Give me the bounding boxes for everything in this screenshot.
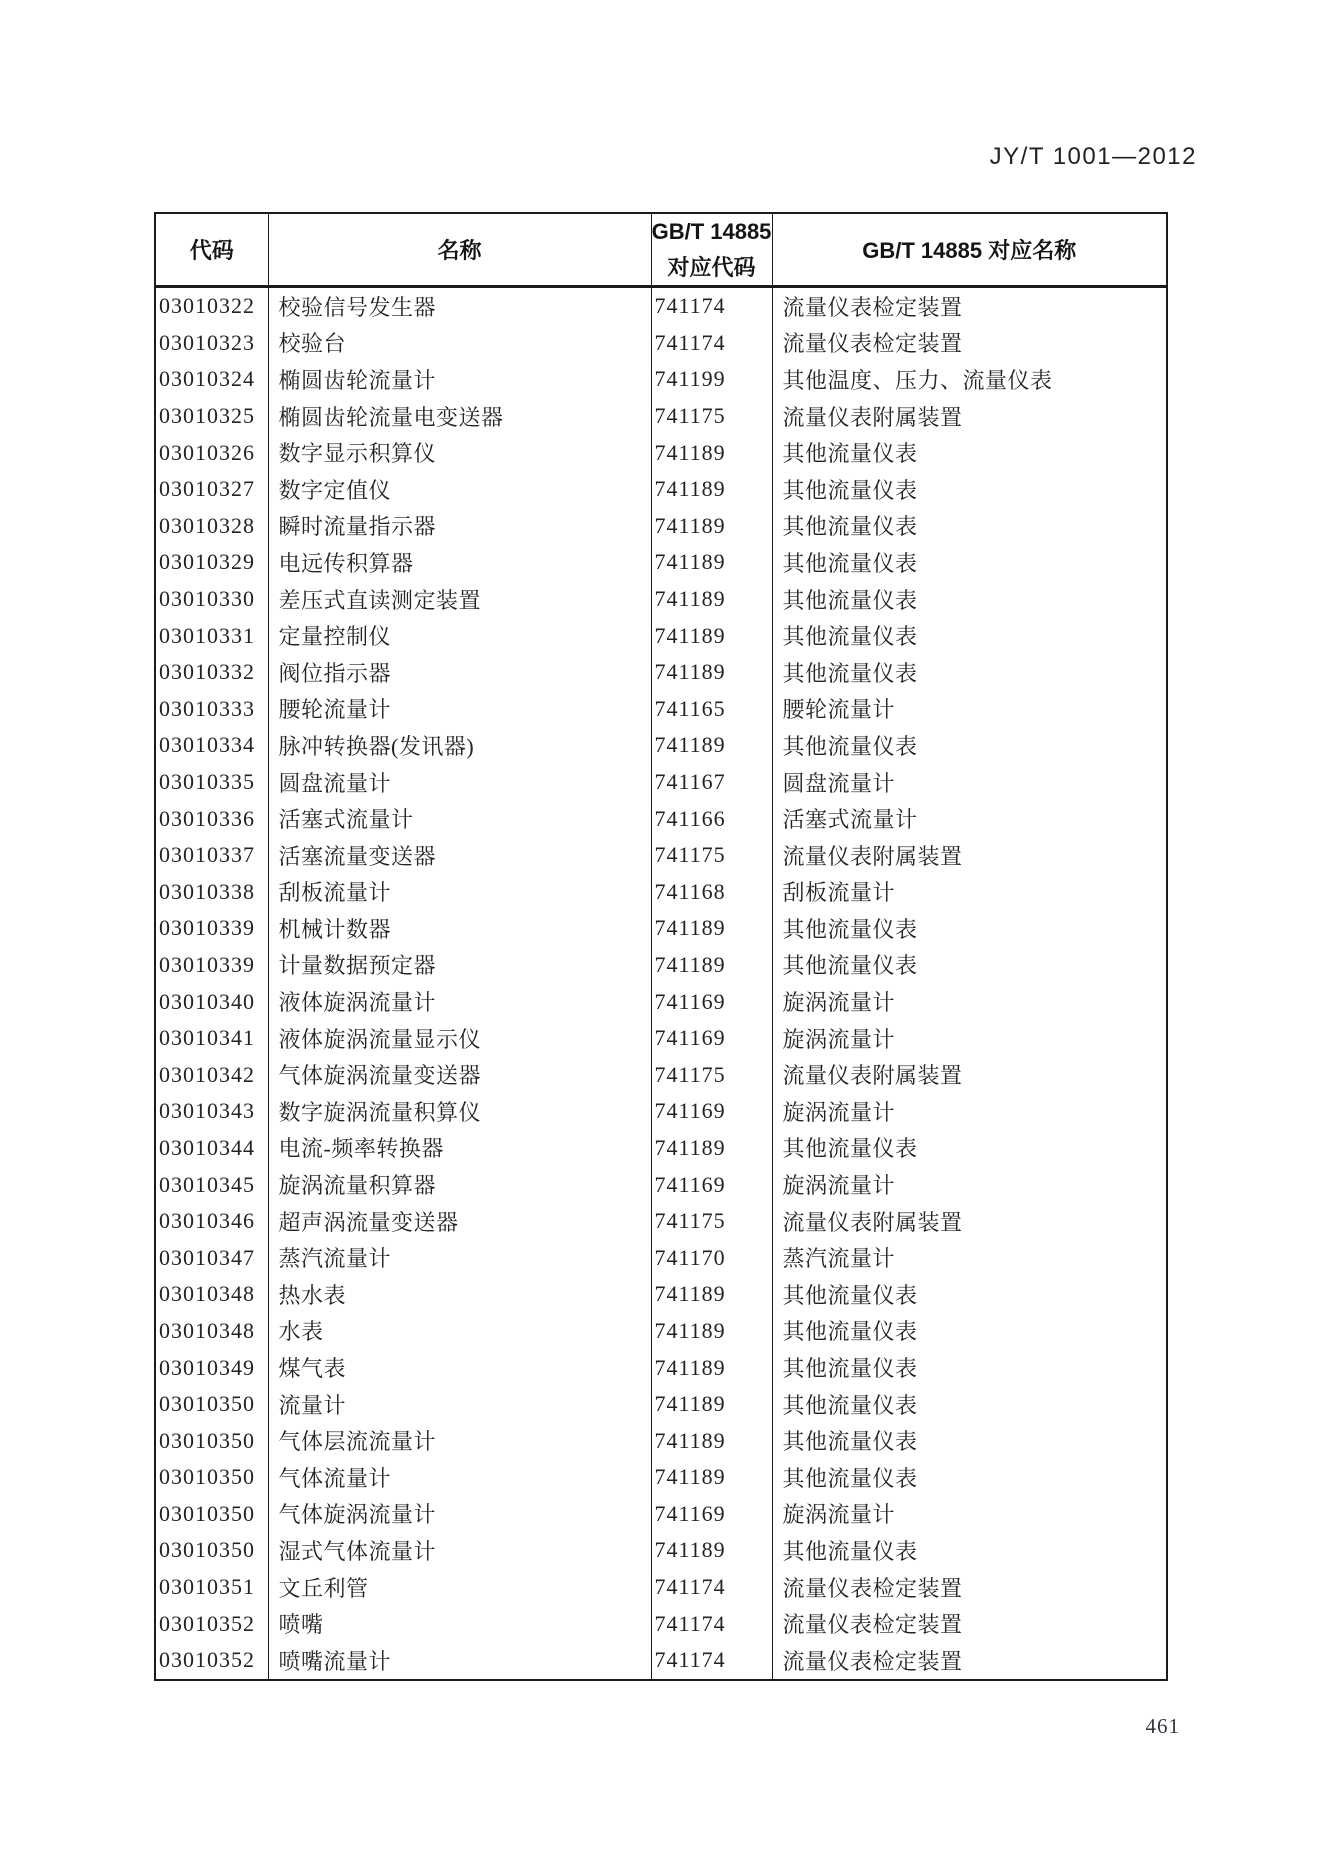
gbt-code-cell: 741189 (651, 1459, 772, 1496)
code-cell: 03010326 (159, 439, 255, 465)
table-row (155, 1386, 1167, 1423)
code-cell: 03010336 (159, 805, 255, 831)
gbt-code-cell: 741169 (651, 983, 772, 1020)
name-cell: 流量计 (268, 1386, 651, 1423)
gbt-name-cell: 流量仪表附属装置 (772, 398, 1167, 435)
code-cell: 03010350 (159, 1427, 255, 1453)
gbt-name-cell: 其他流量仪表 (772, 1422, 1167, 1459)
gbt-code-cell: 741168 (651, 874, 772, 911)
gbt-code-cell: 741199 (651, 361, 772, 398)
gbt-code-cell: 741174 (651, 287, 772, 325)
gbt-name-cell: 其他温度、压力、流量仪表 (772, 361, 1167, 398)
header-gbt-code-lines (652, 214, 772, 284)
table-row (155, 398, 1167, 435)
name-cell: 数字旋涡流量积算仪 (268, 1093, 651, 1130)
gbt-name-cell: 其他流量仪表 (772, 1532, 1167, 1569)
gbt-code-cell: 741189 (651, 1130, 772, 1167)
gbt-code-cell: 741189 (651, 1276, 772, 1313)
table-row (155, 287, 1167, 325)
table-row (155, 1459, 1167, 1496)
name-cell: 喷嘴流量计 (268, 1642, 651, 1680)
code-cell: 03010340 (159, 988, 255, 1014)
gbt-name-cell: 圆盘流量计 (772, 764, 1167, 801)
gbt-code-cell: 741189 (651, 654, 772, 691)
name-cell: 脉冲转换器(发讯器) (268, 727, 651, 764)
code-cell: 03010332 (159, 659, 255, 685)
gbt-name-cell: 其他流量仪表 (772, 947, 1167, 984)
name-cell: 机械计数器 (268, 910, 651, 947)
name-cell: 椭圆齿轮流量计 (268, 361, 651, 398)
gbt-name-cell: 其他流量仪表 (772, 617, 1167, 654)
code-cell: 03010330 (159, 586, 255, 612)
table-row (155, 617, 1167, 654)
gbt-name-cell: 其他流量仪表 (772, 1386, 1167, 1423)
code-cell: 03010333 (159, 695, 255, 721)
name-cell: 腰轮流量计 (268, 691, 651, 728)
name-cell: 圆盘流量计 (268, 764, 651, 801)
table-row (155, 727, 1167, 764)
gbt-name-cell: 活塞式流量计 (772, 800, 1167, 837)
table-row (155, 654, 1167, 691)
gbt-name-cell: 流量仪表附属装置 (772, 837, 1167, 874)
header-gbt-code (651, 213, 772, 287)
code-cell: 03010343 (159, 1098, 255, 1124)
code-cell: 03010339 (159, 915, 255, 941)
table-row (155, 1642, 1167, 1680)
table-header (155, 213, 1167, 287)
gbt-name-cell: 旋涡流量计 (772, 983, 1167, 1020)
gbt-name-cell: 其他流量仪表 (772, 1313, 1167, 1350)
table-row (155, 1349, 1167, 1386)
name-cell: 电远传积算器 (268, 544, 651, 581)
name-cell: 气体层流流量计 (268, 1422, 651, 1459)
code-cell: 03010350 (159, 1537, 255, 1563)
code-cell: 03010350 (159, 1464, 255, 1490)
code-cell: 03010347 (159, 1244, 255, 1270)
gbt-code-cell: 741167 (651, 764, 772, 801)
table-row (155, 1166, 1167, 1203)
table-row (155, 837, 1167, 874)
name-cell: 数字定值仪 (268, 471, 651, 508)
gbt-name-cell: 其他流量仪表 (772, 471, 1167, 508)
gbt-code-cell: 741174 (651, 1642, 772, 1680)
gbt-name-cell: 蒸汽流量计 (772, 1239, 1167, 1276)
gbt-code-cell: 741189 (651, 1386, 772, 1423)
gbt-name-cell: 其他流量仪表 (772, 727, 1167, 764)
gbt-code-cell: 741189 (651, 617, 772, 654)
name-cell: 刮板流量计 (268, 874, 651, 911)
gbt-code-cell: 741175 (651, 1203, 772, 1240)
table-row (155, 1569, 1167, 1606)
name-cell: 计量数据预定器 (268, 947, 651, 984)
table-row (155, 471, 1167, 508)
code-cell: 03010348 (159, 1281, 255, 1307)
gbt-name-cell: 其他流量仪表 (772, 1130, 1167, 1167)
code-cell: 03010352 (159, 1647, 255, 1673)
code-cell: 03010350 (159, 1391, 255, 1417)
gbt-name-cell: 流量仪表检定装置 (772, 287, 1167, 325)
code-cell: 03010339 (159, 951, 255, 977)
header-gbt-code-line1: GB/T 14885 (651, 219, 772, 245)
gbt-code-cell: 741174 (651, 1569, 772, 1606)
gbt-name-cell: 其他流量仪表 (772, 910, 1167, 947)
gbt-code-cell: 741169 (651, 1020, 772, 1057)
table-row (155, 947, 1167, 984)
code-cell: 03010350 (159, 1500, 255, 1526)
gbt-name-cell: 流量仪表附属装置 (772, 1203, 1167, 1240)
table-body (155, 287, 1167, 1680)
gbt-code-cell: 741189 (651, 1313, 772, 1350)
gbt-name-cell: 流量仪表检定装置 (772, 1569, 1167, 1606)
code-cell: 03010322 (159, 293, 255, 319)
table-row (155, 691, 1167, 728)
gbt-code-cell: 741175 (651, 398, 772, 435)
gbt-name-cell: 流量仪表附属装置 (772, 1056, 1167, 1093)
gbt-code-cell: 741170 (651, 1239, 772, 1276)
code-cell: 03010329 (159, 549, 255, 575)
gbt-code-cell: 741189 (651, 581, 772, 618)
table-row (155, 1276, 1167, 1313)
table-row (155, 1532, 1167, 1569)
gbt-name-cell: 其他流量仪表 (772, 508, 1167, 545)
table-row (155, 1203, 1167, 1240)
name-cell: 超声涡流量变送器 (268, 1203, 651, 1240)
gbt-code-cell: 741189 (651, 1349, 772, 1386)
code-cell: 03010342 (159, 1061, 255, 1087)
table-row (155, 1239, 1167, 1276)
name-cell: 电流-频率转换器 (268, 1130, 651, 1167)
code-cell: 03010352 (159, 1610, 255, 1636)
table-row (155, 508, 1167, 545)
gbt-code-cell: 741189 (651, 1422, 772, 1459)
gbt-code-cell: 741189 (651, 947, 772, 984)
code-cell: 03010323 (159, 329, 255, 355)
code-cell: 03010348 (159, 1317, 255, 1343)
code-cell: 03010325 (159, 403, 255, 429)
gbt-name-cell: 流量仪表检定装置 (772, 1642, 1167, 1680)
code-cell: 03010338 (159, 878, 255, 904)
gbt-code-cell: 741189 (651, 544, 772, 581)
code-cell: 03010324 (159, 366, 255, 392)
name-cell: 瞬时流量指示器 (268, 508, 651, 545)
name-cell: 气体旋涡流量计 (268, 1496, 651, 1533)
gbt-name-cell: 其他流量仪表 (772, 581, 1167, 618)
code-mapping-table (154, 212, 1168, 1681)
table-row (155, 1605, 1167, 1642)
gbt-code-cell: 741174 (651, 1605, 772, 1642)
name-cell: 蒸汽流量计 (268, 1239, 651, 1276)
code-cell: 03010345 (159, 1171, 255, 1197)
name-cell: 活塞流量变送器 (268, 837, 651, 874)
header-name: 名称 (268, 213, 651, 287)
code-cell: 03010344 (159, 1134, 255, 1160)
gbt-name-cell: 其他流量仪表 (772, 1459, 1167, 1496)
name-cell: 活塞式流量计 (268, 800, 651, 837)
name-cell: 煤气表 (268, 1349, 651, 1386)
gbt-code-cell: 741169 (651, 1093, 772, 1130)
table-row (155, 361, 1167, 398)
name-cell: 定量控制仪 (268, 617, 651, 654)
gbt-code-cell: 741189 (651, 910, 772, 947)
code-cell: 03010346 (159, 1208, 255, 1234)
table-row (155, 764, 1167, 801)
gbt-code-cell: 741169 (651, 1496, 772, 1533)
code-cell: 03010351 (159, 1574, 255, 1600)
table-header-row (155, 213, 1167, 287)
header-gbt-name: GB/T 14885 对应名称 (772, 213, 1167, 287)
code-cell: 03010334 (159, 732, 255, 758)
gbt-code-cell: 741174 (651, 325, 772, 362)
gbt-name-cell: 其他流量仪表 (772, 544, 1167, 581)
table-row (155, 800, 1167, 837)
name-cell: 旋涡流量积算器 (268, 1166, 651, 1203)
name-cell: 文丘利管 (268, 1569, 651, 1606)
code-cell: 03010335 (159, 769, 255, 795)
name-cell: 校验信号发生器 (268, 287, 651, 325)
table-row (155, 1130, 1167, 1167)
name-cell: 差压式直读测定装置 (268, 581, 651, 618)
gbt-code-cell: 741169 (651, 1166, 772, 1203)
table-row (155, 581, 1167, 618)
table-row (155, 325, 1167, 362)
gbt-name-cell: 其他流量仪表 (772, 434, 1167, 471)
table-row (155, 434, 1167, 471)
gbt-name-cell: 其他流量仪表 (772, 1349, 1167, 1386)
gbt-code-cell: 741165 (651, 691, 772, 728)
gbt-name-cell: 旋涡流量计 (772, 1093, 1167, 1130)
doc-standard-number: JY/T 1001—2012 (989, 143, 1197, 170)
code-cell: 03010331 (159, 622, 255, 648)
gbt-code-cell: 741175 (651, 1056, 772, 1093)
table-row (155, 874, 1167, 911)
table-row (155, 544, 1167, 581)
table-row (155, 1422, 1167, 1459)
gbt-name-cell: 流量仪表检定装置 (772, 1605, 1167, 1642)
table-row (155, 910, 1167, 947)
name-cell: 气体旋涡流量变送器 (268, 1056, 651, 1093)
table-row (155, 1496, 1167, 1533)
gbt-name-cell: 刮板流量计 (772, 874, 1167, 911)
gbt-name-cell: 旋涡流量计 (772, 1496, 1167, 1533)
name-cell: 气体流量计 (268, 1459, 651, 1496)
name-cell: 液体旋涡流量计 (268, 983, 651, 1020)
code-cell: 03010337 (159, 842, 255, 868)
code-cell: 03010327 (159, 476, 255, 502)
gbt-name-cell: 流量仪表检定装置 (772, 325, 1167, 362)
table-row (155, 983, 1167, 1020)
name-cell: 液体旋涡流量显示仪 (268, 1020, 651, 1057)
name-cell: 热水表 (268, 1276, 651, 1313)
code-cell: 03010341 (159, 1025, 255, 1051)
name-cell: 水表 (268, 1313, 651, 1350)
gbt-code-cell: 741189 (651, 434, 772, 471)
name-cell: 阀位指示器 (268, 654, 651, 691)
gbt-code-cell: 741166 (651, 800, 772, 837)
gbt-name-cell: 腰轮流量计 (772, 691, 1167, 728)
gbt-code-cell: 741189 (651, 471, 772, 508)
gbt-code-cell: 741175 (651, 837, 772, 874)
gbt-code-cell: 741189 (651, 727, 772, 764)
code-cell: 03010349 (159, 1354, 255, 1380)
gbt-name-cell: 其他流量仪表 (772, 1276, 1167, 1313)
gbt-code-cell: 741189 (651, 1532, 772, 1569)
gbt-name-cell: 其他流量仪表 (772, 654, 1167, 691)
code-cell: 03010328 (159, 512, 255, 538)
header-gbt-code-line2: 对应代码 (667, 254, 756, 280)
table-row (155, 1056, 1167, 1093)
name-cell: 校验台 (268, 325, 651, 362)
table-row (155, 1313, 1167, 1350)
header-code: 代码 (155, 213, 268, 287)
table-row (155, 1093, 1167, 1130)
gbt-name-cell: 旋涡流量计 (772, 1166, 1167, 1203)
name-cell: 数字显示积算仪 (268, 434, 651, 471)
table-row (155, 1020, 1167, 1057)
gbt-code-cell: 741189 (651, 508, 772, 545)
name-cell: 湿式气体流量计 (268, 1532, 651, 1569)
page-number: 461 (1145, 1714, 1180, 1738)
gbt-name-cell: 旋涡流量计 (772, 1020, 1167, 1057)
name-cell: 喷嘴 (268, 1605, 651, 1642)
name-cell: 椭圆齿轮流量电变送器 (268, 398, 651, 435)
